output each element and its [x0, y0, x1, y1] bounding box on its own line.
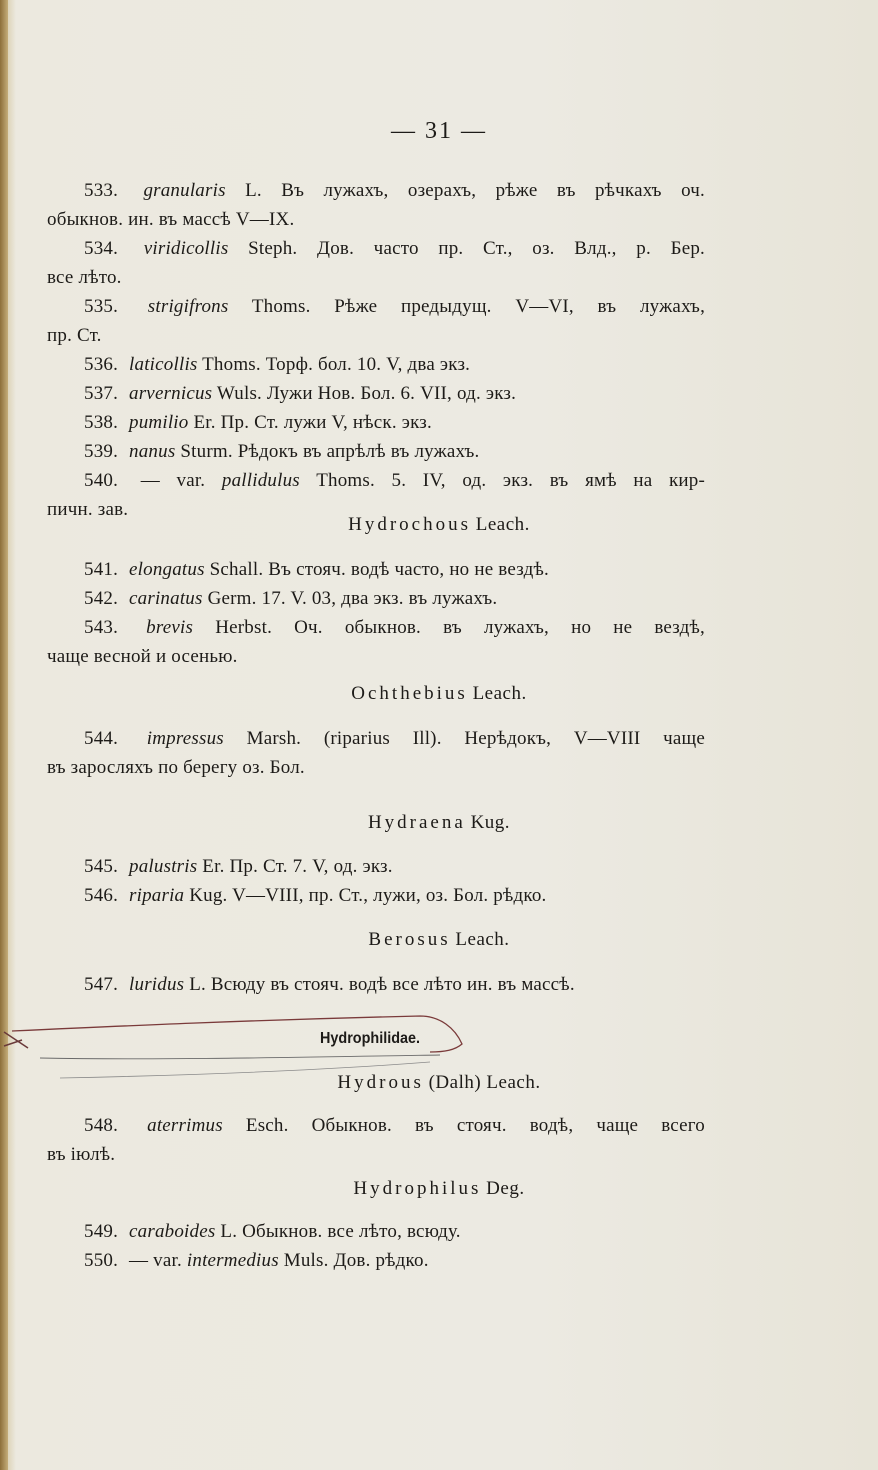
- entry-line: 536. laticollis Thoms. Торф. бол. 10. V, два экз.: [84, 354, 471, 375]
- entry-line: 540. — var. pallidulus Thoms. 5. IV, од. экз. въ ямѣ на кир-: [84, 470, 706, 491]
- genus-heading-hydrous: Hydrous (Dalh) Leach.: [337, 1072, 541, 1093]
- entry-line: 547. luridus L. Всюду въ стояч. водѣ все лѣто ин. въ массѣ.: [84, 974, 575, 995]
- entry-continuation: обыкнов. ин. въ массѣ V—IX.: [47, 209, 295, 230]
- family-heading: Hydrophilidae.: [320, 1030, 421, 1047]
- entry-line: 549. caraboides L. Обыкнов. все лѣто, всюду.: [84, 1221, 461, 1242]
- page-number: — 31 —: [391, 118, 487, 144]
- genus-heading-berosus: Berosus Leach.: [368, 929, 510, 950]
- entries-block-g: [47, 1217, 705, 1275]
- entry-line: 548. aterrimus Esch. Обыкнов. въ стояч. водѣ, чаще всего: [84, 1115, 706, 1136]
- entry-line: 550. — var. intermedius Muls. Дов. рѣдко.: [84, 1250, 429, 1271]
- entry-continuation: чаще весной и осенью.: [47, 646, 238, 667]
- entry-line: 533. granularis L. Въ лужахъ, озерахъ, рѣже въ рѣчкахъ оч.: [84, 180, 705, 201]
- entries-block-f: [47, 1111, 705, 1169]
- entry-line: 546. riparia Kug. V—VIII, пр. Ст., лужи, оз. Бол. рѣдко.: [84, 885, 547, 906]
- genus-heading-ochthebius: Ochthebius Leach.: [351, 683, 527, 704]
- genus-heading-hydrophilus: Hydrophilus Deg.: [353, 1178, 525, 1199]
- entry-line: 542. carinatus Germ. 17. V. 03, два экз. въ лужахъ.: [84, 588, 498, 609]
- entry-continuation: пичн. зав.: [47, 499, 129, 520]
- genus-heading-hydraena: Hydraena Kug.: [367, 812, 511, 833]
- entry-line: 534. viridicollis Steph. Дов. часто пр. Ст., оз. Влд., р. Бер.: [84, 238, 705, 259]
- entry-continuation: пр. Ст.: [47, 325, 102, 346]
- entry-line: 539. nanus Sturm. Рѣдокъ въ апрѣлѣ въ лужахъ.: [84, 441, 480, 462]
- entry-line: 544. impressus Marsh. (riparius Ill). Нерѣдокъ, V—VIII чаще: [84, 728, 705, 749]
- entry-continuation: въ заросляхъ по берегу оз. Бол.: [47, 757, 305, 778]
- entry-line: 541. elongatus Schall. Въ стояч. водѣ часто, но не вездѣ.: [84, 559, 549, 580]
- entry-continuation: все лѣто.: [47, 267, 122, 288]
- genus-heading-hydrochous: Hydrochous Leach.: [348, 514, 530, 535]
- entry-continuation: въ іюлѣ.: [47, 1144, 116, 1165]
- entry-line: 538. pumilio Er. Пр. Ст. лужи V, нѣск. экз.: [84, 412, 432, 433]
- entry-line: 537. arvernicus Wuls. Лужи Нов. Бол. 6. VII, од. экз.: [84, 383, 517, 404]
- entry-line: 535. strigifrons Thoms. Рѣже предыдущ. V—VI, въ лужахъ,: [84, 296, 706, 317]
- entry-line: 543. brevis Herbst. Оч. обыкнов. въ лужахъ, но не вездѣ,: [84, 617, 705, 638]
- entry-line: 545. palustris Er. Пр. Ст. 7. V, од. экз.: [84, 856, 393, 877]
